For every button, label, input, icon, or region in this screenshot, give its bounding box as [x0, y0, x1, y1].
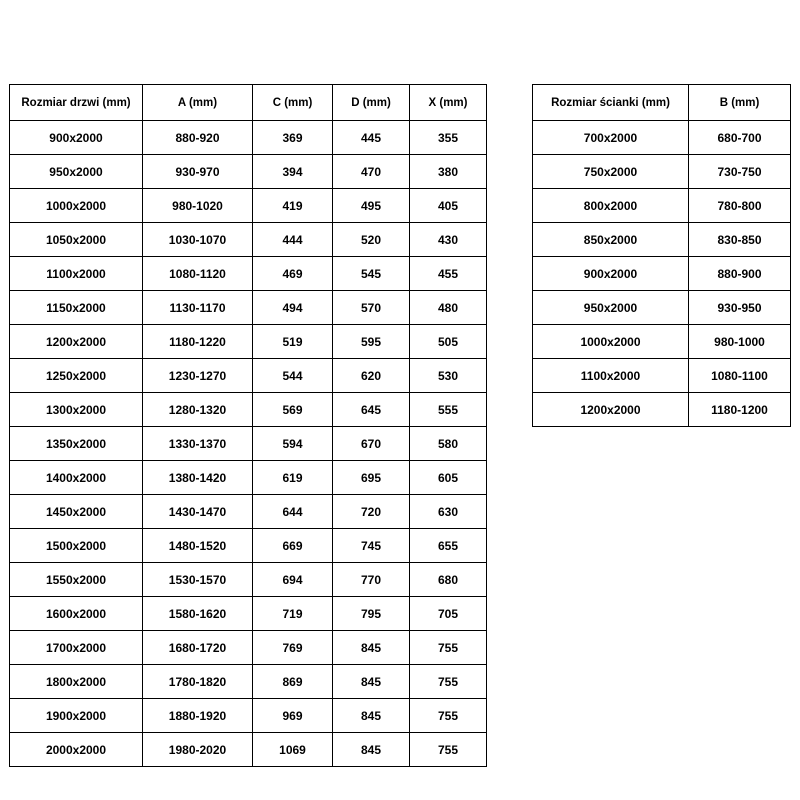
table-row	[533, 393, 791, 427]
cell-size: 1150x2000	[10, 291, 143, 325]
cell-size: 1900x2000	[10, 699, 143, 733]
cell-size: 1600x2000	[10, 597, 143, 631]
table-row	[10, 597, 487, 631]
column-header-x: X (mm)	[410, 85, 487, 121]
table-header-row	[533, 85, 791, 121]
cell-size: 1000x2000	[10, 189, 143, 223]
cell-value: 620	[333, 359, 410, 393]
table-row	[10, 393, 487, 427]
cell-value: 980-1000	[689, 325, 791, 359]
table-row	[10, 631, 487, 665]
cell-value: 1030-1070	[143, 223, 253, 257]
cell-value: 1880-1920	[143, 699, 253, 733]
cell-value: 880-900	[689, 257, 791, 291]
cell-size: 1350x2000	[10, 427, 143, 461]
table-row	[10, 223, 487, 257]
cell-value: 669	[253, 529, 333, 563]
cell-value: 594	[253, 427, 333, 461]
cell-value: 430	[410, 223, 487, 257]
cell-value: 1680-1720	[143, 631, 253, 665]
cell-size: 1050x2000	[10, 223, 143, 257]
column-header-c: C (mm)	[253, 85, 333, 121]
cell-value: 755	[410, 699, 487, 733]
table-row	[10, 665, 487, 699]
table-row	[10, 427, 487, 461]
cell-value: 1980-2020	[143, 733, 253, 767]
table-row	[10, 529, 487, 563]
cell-value: 1380-1420	[143, 461, 253, 495]
cell-size: 1400x2000	[10, 461, 143, 495]
table-row	[10, 291, 487, 325]
table-row	[533, 359, 791, 393]
cell-size: 900x2000	[533, 257, 689, 291]
cell-value: 1280-1320	[143, 393, 253, 427]
cell-value: 695	[333, 461, 410, 495]
cell-size: 700x2000	[533, 121, 689, 155]
cell-value: 405	[410, 189, 487, 223]
cell-size: 1000x2000	[533, 325, 689, 359]
cell-size: 950x2000	[10, 155, 143, 189]
cell-value: 519	[253, 325, 333, 359]
cell-value: 630	[410, 495, 487, 529]
cell-value: 380	[410, 155, 487, 189]
cell-value: 444	[253, 223, 333, 257]
cell-value: 1330-1370	[143, 427, 253, 461]
cell-value: 980-1020	[143, 189, 253, 223]
cell-value: 455	[410, 257, 487, 291]
cell-value: 644	[253, 495, 333, 529]
table-row	[533, 291, 791, 325]
cell-value: 930-970	[143, 155, 253, 189]
cell-value: 544	[253, 359, 333, 393]
cell-value: 619	[253, 461, 333, 495]
cell-value: 530	[410, 359, 487, 393]
table-row	[10, 121, 487, 155]
cell-value: 680	[410, 563, 487, 597]
cell-size: 1200x2000	[10, 325, 143, 359]
cell-value: 845	[333, 733, 410, 767]
cell-value: 469	[253, 257, 333, 291]
cell-value: 869	[253, 665, 333, 699]
cell-value: 520	[333, 223, 410, 257]
cell-value: 555	[410, 393, 487, 427]
cell-value: 1230-1270	[143, 359, 253, 393]
cell-value: 445	[333, 121, 410, 155]
wall-size-table-body	[533, 121, 791, 427]
cell-value: 1069	[253, 733, 333, 767]
cell-value: 1430-1470	[143, 495, 253, 529]
cell-value: 494	[253, 291, 333, 325]
cell-size: 1200x2000	[533, 393, 689, 427]
cell-size: 850x2000	[533, 223, 689, 257]
cell-value: 694	[253, 563, 333, 597]
column-header-d: D (mm)	[333, 85, 410, 121]
cell-value: 369	[253, 121, 333, 155]
cell-value: 705	[410, 597, 487, 631]
table-row	[533, 325, 791, 359]
cell-size: 750x2000	[533, 155, 689, 189]
cell-value: 1780-1820	[143, 665, 253, 699]
cell-size: 1700x2000	[10, 631, 143, 665]
cell-size: 950x2000	[533, 291, 689, 325]
cell-value: 470	[333, 155, 410, 189]
cell-value: 969	[253, 699, 333, 733]
table-row	[533, 257, 791, 291]
cell-value: 755	[410, 665, 487, 699]
cell-value: 845	[333, 699, 410, 733]
cell-value: 1580-1620	[143, 597, 253, 631]
cell-size: 1250x2000	[10, 359, 143, 393]
cell-value: 720	[333, 495, 410, 529]
cell-value: 595	[333, 325, 410, 359]
cell-value: 880-920	[143, 121, 253, 155]
cell-value: 394	[253, 155, 333, 189]
cell-value: 645	[333, 393, 410, 427]
cell-value: 930-950	[689, 291, 791, 325]
column-header-a: A (mm)	[143, 85, 253, 121]
cell-value: 845	[333, 665, 410, 699]
cell-value: 745	[333, 529, 410, 563]
cell-value: 780-800	[689, 189, 791, 223]
cell-value: 830-850	[689, 223, 791, 257]
cell-size: 1550x2000	[10, 563, 143, 597]
cell-value: 1480-1520	[143, 529, 253, 563]
cell-value: 580	[410, 427, 487, 461]
cell-value: 1180-1200	[689, 393, 791, 427]
table-row	[10, 461, 487, 495]
table-row	[10, 189, 487, 223]
cell-value: 1130-1170	[143, 291, 253, 325]
cell-value: 495	[333, 189, 410, 223]
cell-value: 680-700	[689, 121, 791, 155]
cell-value: 569	[253, 393, 333, 427]
wall-size-table	[532, 84, 791, 427]
cell-value: 755	[410, 733, 487, 767]
cell-size: 1800x2000	[10, 665, 143, 699]
cell-value: 1180-1220	[143, 325, 253, 359]
table-row	[10, 563, 487, 597]
table-row	[10, 733, 487, 767]
table-row	[10, 257, 487, 291]
cell-value: 769	[253, 631, 333, 665]
door-size-table-body	[10, 121, 487, 767]
cell-size: 1300x2000	[10, 393, 143, 427]
table-row	[10, 359, 487, 393]
cell-value: 355	[410, 121, 487, 155]
column-header-wall-size: Rozmiar ścianki (mm)	[533, 85, 689, 121]
cell-value: 605	[410, 461, 487, 495]
cell-size: 1500x2000	[10, 529, 143, 563]
cell-value: 719	[253, 597, 333, 631]
door-size-table	[9, 84, 487, 767]
cell-value: 845	[333, 631, 410, 665]
cell-value: 480	[410, 291, 487, 325]
table-row	[533, 223, 791, 257]
cell-value: 1530-1570	[143, 563, 253, 597]
table-row	[533, 121, 791, 155]
cell-size: 2000x2000	[10, 733, 143, 767]
cell-value: 655	[410, 529, 487, 563]
column-header-door-size: Rozmiar drzwi (mm)	[10, 85, 143, 121]
cell-value: 419	[253, 189, 333, 223]
cell-value: 545	[333, 257, 410, 291]
cell-value: 505	[410, 325, 487, 359]
table-row	[10, 155, 487, 189]
cell-size: 900x2000	[10, 121, 143, 155]
cell-value: 1080-1100	[689, 359, 791, 393]
cell-value: 570	[333, 291, 410, 325]
table-row	[10, 699, 487, 733]
cell-value: 795	[333, 597, 410, 631]
table-row	[533, 155, 791, 189]
table-row	[10, 495, 487, 529]
table-row	[533, 189, 791, 223]
cell-value: 1080-1120	[143, 257, 253, 291]
table-header-row	[10, 85, 487, 121]
cell-size: 1100x2000	[10, 257, 143, 291]
cell-size: 1450x2000	[10, 495, 143, 529]
table-row	[10, 325, 487, 359]
cell-size: 800x2000	[533, 189, 689, 223]
cell-value: 730-750	[689, 155, 791, 189]
cell-value: 755	[410, 631, 487, 665]
cell-value: 670	[333, 427, 410, 461]
cell-value: 770	[333, 563, 410, 597]
column-header-b: B (mm)	[689, 85, 791, 121]
cell-size: 1100x2000	[533, 359, 689, 393]
